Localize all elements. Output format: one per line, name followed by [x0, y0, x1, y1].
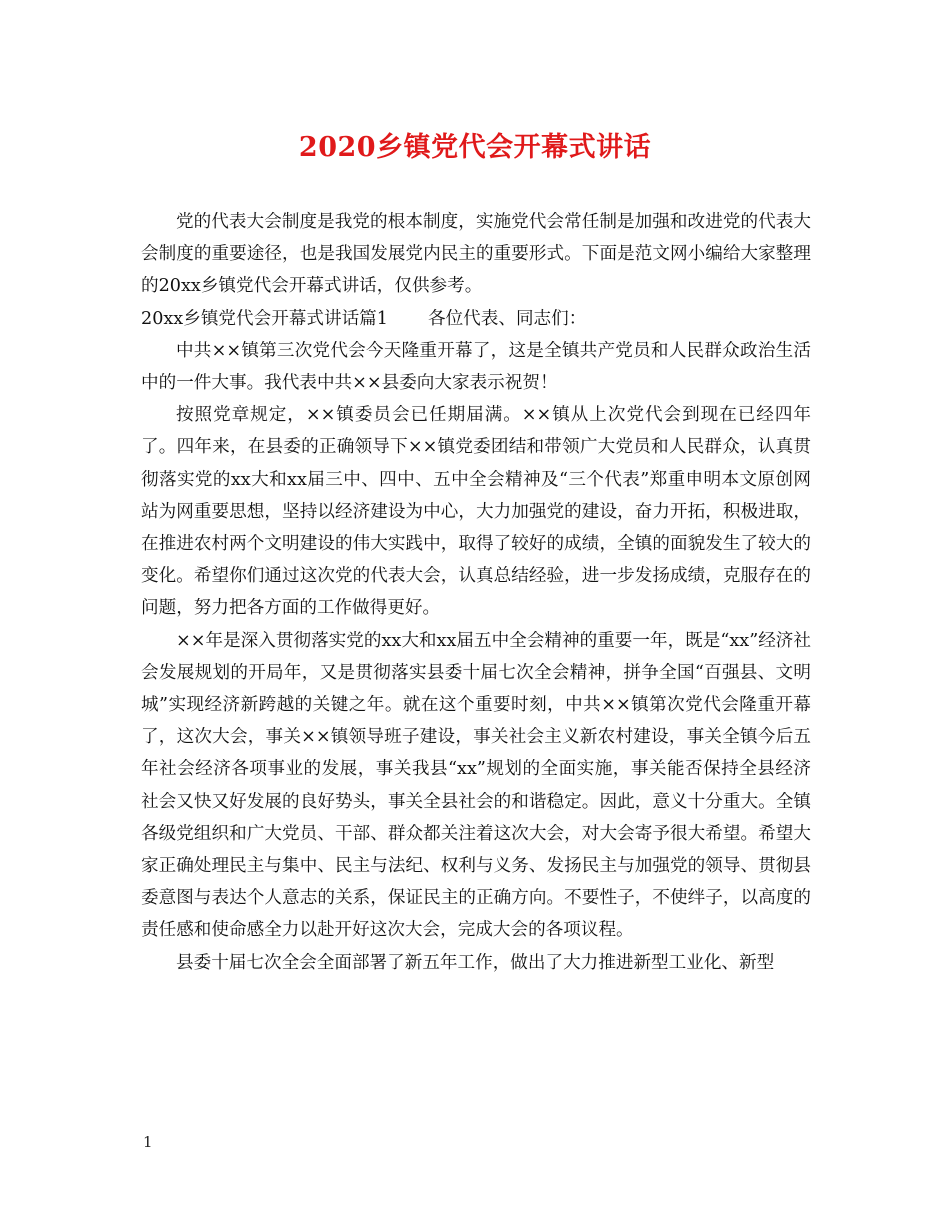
intro-paragraph: 党的代表大会制度是我党的根本制度，实施党代会常任制是加强和改进党的代表大会制度的重要途径，也是我国发展党内民主的重要形式。下面是范文网小编给大家整理的20xx乡镇党代会开幕式讲话，仅供参考。 [141, 212, 811, 297]
page-number: 1 [143, 1133, 153, 1151]
body-paragraph: 县委十届七次全会全面部署了新五年工作，做出了大力推进新型工业化、新型 [176, 952, 775, 973]
body-paragraph: ××年是深入贯彻落实党的xx大和xx届五中全会精神的重要一年，既是“xx”经济社会发展规划的开局年，又是贯彻落实县委十届七次全会精神，拼争全国“百强县、文明城”实现经济新跨越的关键之年。就在这个重要时刻，中共××镇第次党代会隆重开幕了，这次大会，事关××镇领导班子建设，事关社会主义新农村建设，事关全镇今后五年社会经济各项事业的发展，事关我县“xx”规划的全面实施，事关能否保持全县经济社会又快又好发展的良好势头，事关全县社会的和谐稳定。因此，意义十分重大。全镇各级党组织和广大党员、干部、群众都关注着这次大会，对大会寄予很大希望。希望大家正确处理民主与集中、民主与法纪、权利与义务、发扬民主与加强党的领导、贯彻县委意图与表达个人意志的关系，保证民主的正确方向。不要性子，不使绊子，以高度的责任感和使命感全力以赴开好这次大会，完成大会的各项议程。 [141, 630, 811, 941]
section-heading: 20xx乡镇党代会开幕式讲话篇1 [141, 308, 388, 329]
section-heading-line [141, 303, 811, 335]
salutation: 各位代表、同志们： [427, 308, 587, 329]
document-body [141, 206, 811, 979]
body-paragraph: 按照党章规定，××镇委员会已任期届满。××镇从上次党代会到现在已经四年了。四年来，在县委的正确领导下××镇党委团结和带领广大党员和人民群众，认真贯彻落实党的xx大和xx届三中、四中、五中全会精神及“三个代表”郑重申明本文原创网站为网重要思想，坚持以经济建设为中心，大力加强党的建设，奋力开拓，积极进取，在推进农村两个文明建设的伟大实践中，取得了较好的成绩，全镇的面貌发生了较大的变化。希望你们通过这次党的代表大会，认真总结经验，进一步发扬成绩，克服存在的问题，努力把各方面的工作做得更好。 [141, 405, 811, 619]
body-paragraph: 中共××镇第三次党代会今天隆重开幕了，这是全镇共产党员和人民群众政治生活中的一件大事。我代表中共××县委向大家表示祝贺！ [141, 340, 811, 394]
document-title: 2020乡镇党代会开幕式讲话 [298, 132, 652, 163]
